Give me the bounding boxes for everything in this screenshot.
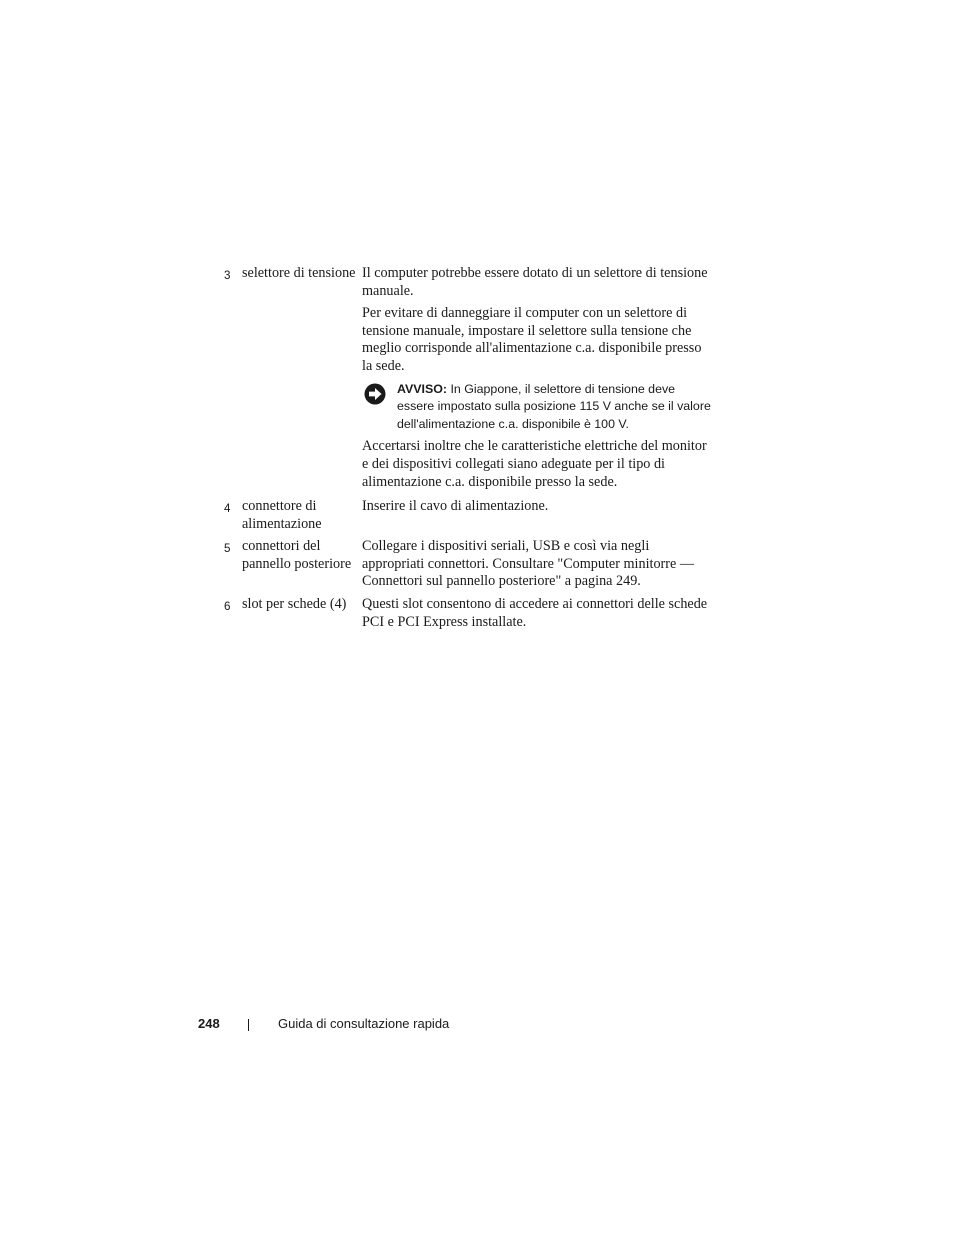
paragraph: Collegare i dispositivi seriali, USB e così via negli appropriati connettori. Consultare "Computer minitorre — Connettori sul pannello posteriore" a pagina 249. [362, 538, 695, 590]
component-table [224, 265, 724, 636]
notice-arrow-icon [364, 383, 386, 405]
footer-title: Guida di consultazione rapida [278, 1016, 450, 1031]
row-label: slot per schede (4) [242, 596, 347, 612]
paragraph: Accertarsi inoltre che le caratteristiche elettriche del monitor e dei dispositivi collegati siano adeguate per il tipo di alimentazione c.a. disponibile presso la sede. [362, 438, 707, 490]
row-description [362, 265, 714, 491]
paragraph: Il computer potrebbe essere dotato di un selettore di tensione manuale. [362, 265, 708, 299]
notice-box [362, 381, 714, 434]
notice-text: In Giappone, il selettore di tensione deve essere impostato sulla posizione 115 V anche se il valore dell'alimentazione c.a. disponibile è 100 V. [397, 381, 711, 431]
notice-title: AVVISO: [397, 381, 448, 396]
page-number: 248 [198, 1016, 220, 1031]
row-label: connettore di alimentazione [242, 498, 322, 532]
row-number: 4 [224, 502, 231, 515]
paragraph: Questi slot consentono di accedere ai connettori delle schede PCI e PCI Express installate. [362, 596, 708, 630]
row-label: connettori del pannello posteriore [242, 538, 352, 572]
footer-separator [248, 1019, 249, 1031]
row-description [362, 498, 714, 516]
paragraph: Per evitare di danneggiare il computer con un selettore di tensione manuale, impostare il selettore sulla tensione che meglio corrisponde all'alimentazione c.a. disponibile presso la sede. [362, 305, 702, 374]
row-label: selettore di tensione [242, 265, 356, 281]
row-description [362, 596, 714, 631]
paragraph: Inserire il cavo di alimentazione. [362, 498, 549, 514]
row-description [362, 538, 714, 591]
table-row [224, 596, 724, 636]
row-number: 6 [224, 600, 231, 613]
table-row [224, 265, 724, 498]
table-row [224, 498, 724, 538]
row-number: 5 [224, 542, 231, 555]
table-row [224, 538, 724, 596]
row-number: 3 [224, 269, 231, 282]
